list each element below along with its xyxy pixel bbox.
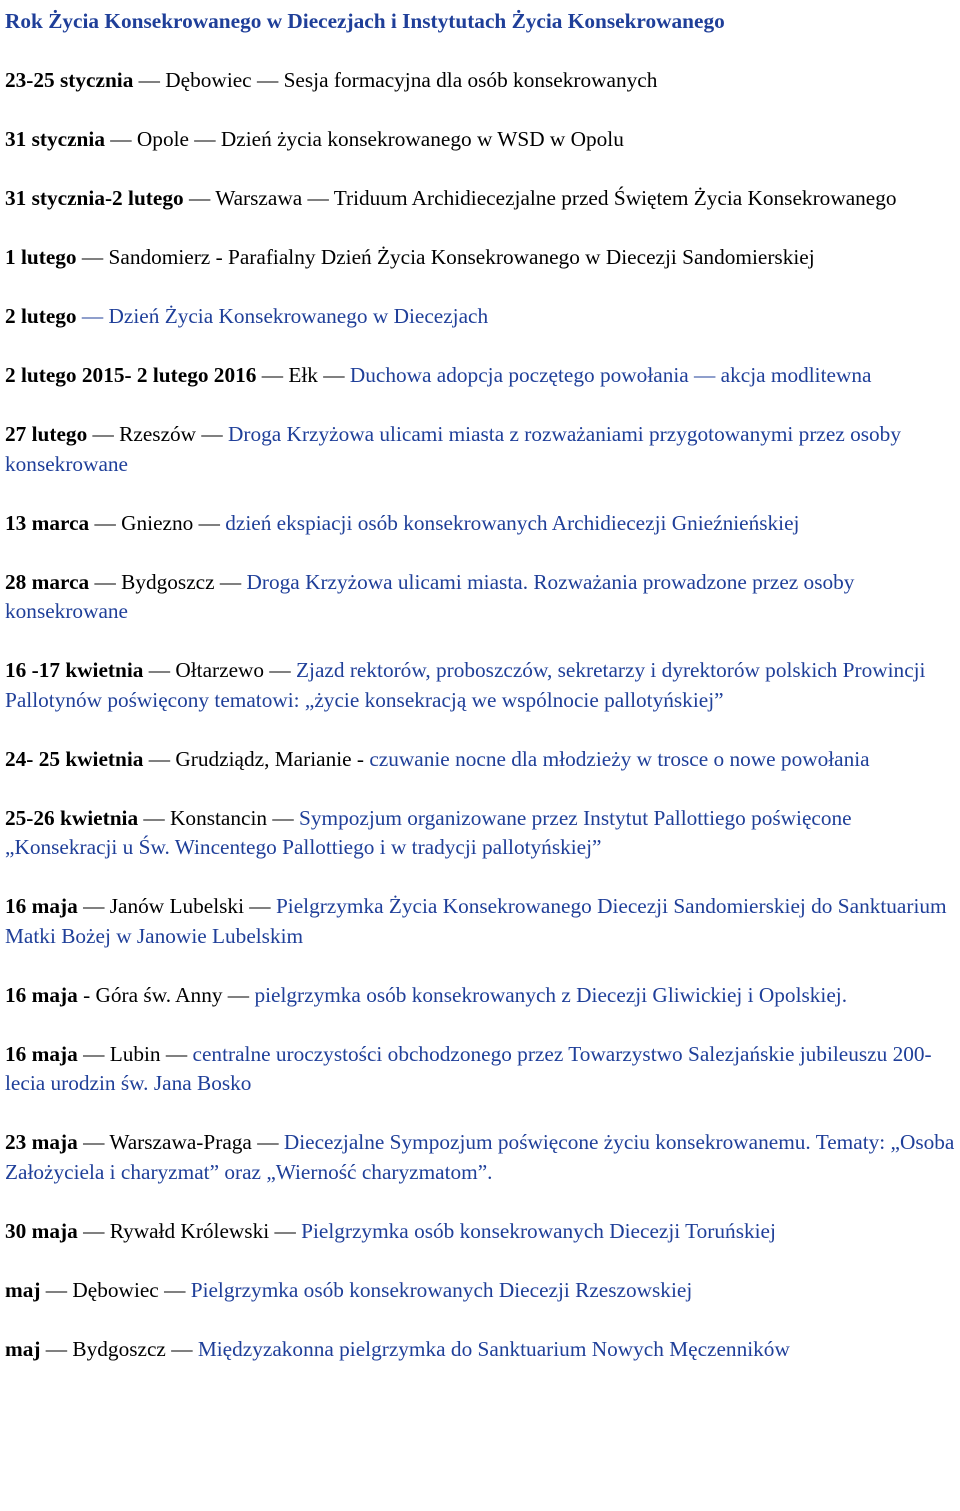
event-entry (5, 420, 956, 479)
event-list (5, 66, 956, 1364)
event-description: Sympozjum organizowane przez Instytut Pallottiego poświęcone „Konsekracji u Św. Wincentego Pallottiego i w tradycji pallotyńskiej” (5, 805, 852, 859)
event-entry (5, 892, 956, 951)
event-entry (5, 568, 956, 627)
event-location: — Opole — Dzień życia konsekrowanego w WSD w Opolu (104, 127, 624, 151)
event-location: — Ołtarzewo — (143, 658, 297, 682)
event-date: 23-25 stycznia (5, 68, 134, 92)
event-entry (5, 1335, 956, 1365)
event-entry (5, 184, 956, 214)
event-location: — Gniezno — (89, 510, 226, 535)
event-description: Zjazd rektorów, proboszczów, sekretarzy i dyrektorów polskich Prowincji Pallotynów poświęcony tematowi: „życie konsekracją we wspólnocie pallotyńskiej” (5, 658, 926, 712)
event-date: 2 lutego 2015- 2 lutego 2016 (5, 363, 257, 387)
event-location: — Sandomierz - Parafialny Dzień Życia Konsekrowanego w Diecezji Sandomierskiej (76, 245, 815, 269)
event-entry (5, 745, 956, 775)
event-entry (5, 1217, 956, 1247)
event-date: 23 maja (5, 1130, 78, 1154)
event-location: — Janów Lubelski — (77, 894, 276, 918)
event-description: dzień ekspiacji osób konsekrowanych Archidiecezji Gnieźnieńskiej (225, 510, 800, 535)
event-entry (5, 125, 956, 155)
event-entry (5, 243, 956, 273)
event-date: 30 maja (5, 1218, 78, 1243)
event-location: — Warszawa-Praga — (77, 1130, 284, 1154)
event-date: 31 stycznia (5, 127, 105, 151)
event-entry (5, 981, 956, 1011)
event-description: pielgrzymka osób konsekrowanych z Diecezji Gliwickiej i Opolskiej. (254, 982, 848, 1007)
event-date: 28 marca (5, 569, 90, 594)
event-description: Diecezjalne Sympozjum poświęcone życiu konsekrowanemu. Tematy: „Osoba Założyciela i charyzmat” oraz „Wierność charyzmatom”. (5, 1130, 955, 1184)
event-location: — Warszawa — Triduum Archidiecezjalne przed Świętem Życia Konsekrowanego (183, 186, 897, 210)
event-location: — Rywałd Królewski — (77, 1218, 302, 1243)
event-location: — Bydgoszcz — (89, 569, 247, 594)
event-entry (5, 1128, 956, 1187)
event-date: 16 maja (5, 894, 78, 918)
event-entry (5, 1276, 956, 1306)
event-entry (5, 656, 956, 715)
event-entry (5, 361, 956, 391)
event-location: — Dębowiec — (40, 1277, 191, 1302)
event-entry (5, 804, 956, 863)
event-date: 27 lutego (5, 422, 88, 446)
event-description: Międzyzakonna pielgrzymka do Sanktuarium Nowych Męczenników (197, 1336, 790, 1361)
event-date: 1 lutego (5, 245, 77, 269)
event-location: - Góra św. Anny — (77, 982, 255, 1007)
event-date: 16 maja (5, 982, 78, 1007)
event-location: — Lubin — (77, 1041, 193, 1066)
event-description: centralne uroczystości obchodzonego przez Towarzystwo Salezjańskie jubileuszu 200-lecia urodzin św. Jana Bosko (5, 1041, 932, 1095)
event-description: Pielgrzymka osób konsekrowanych Diecezji Rzeszowskiej (190, 1277, 693, 1302)
event-date: 24- 25 kwietnia (5, 746, 144, 771)
event-entry (5, 302, 956, 332)
event-description: Droga Krzyżowa ulicami miasta. Rozważania prowadzone przez osoby konsekrowane (5, 569, 855, 623)
event-entry (5, 509, 956, 539)
event-description: — Dzień Życia Konsekrowanego w Diecezjach (76, 304, 489, 328)
event-date: maj (5, 1336, 41, 1361)
event-description: czuwanie nocne dla młodzieży w trosce o nowe powołania (369, 746, 870, 771)
event-entry (5, 66, 956, 96)
event-description: Duchowa adopcja poczętego powołania — akcja modlitewna (349, 363, 872, 387)
event-location: — Dębowiec — Sesja formacyjna dla osób konsekrowanych (133, 68, 658, 92)
event-description: Pielgrzymka osób konsekrowanych Diecezji Toruńskiej (301, 1218, 776, 1243)
event-description: Pielgrzymka Życia Konsekrowanego Diecezji Sandomierskiej do Sanktuarium Matki Bożej w Janowie Lubelskim (5, 894, 947, 948)
event-date: 13 marca (5, 510, 90, 535)
event-location: — Bydgoszcz — (40, 1336, 198, 1361)
event-entry (5, 1040, 956, 1099)
event-date: 2 lutego (5, 304, 77, 328)
event-description: Droga Krzyżowa ulicami miasta z rozważaniami przygotowanymi przez osoby konsekrowane (5, 422, 901, 476)
event-date: 31 stycznia-2 lutego (5, 186, 184, 210)
event-date: 16 maja (5, 1041, 78, 1066)
event-location: — Konstancin — (138, 805, 300, 830)
event-location: — Grudziądz, Marianie - (143, 746, 370, 771)
event-date: 25-26 kwietnia (5, 805, 139, 830)
event-date: 16 -17 kwietnia (5, 658, 144, 682)
event-date: maj (5, 1277, 41, 1302)
document-title: Rok Życia Konsekrowanego w Diecezjach i Instytutach Życia Konsekrowanego (5, 9, 725, 33)
event-location: — Rzeszów — (87, 422, 229, 446)
event-location: — Ełk — (256, 363, 350, 387)
